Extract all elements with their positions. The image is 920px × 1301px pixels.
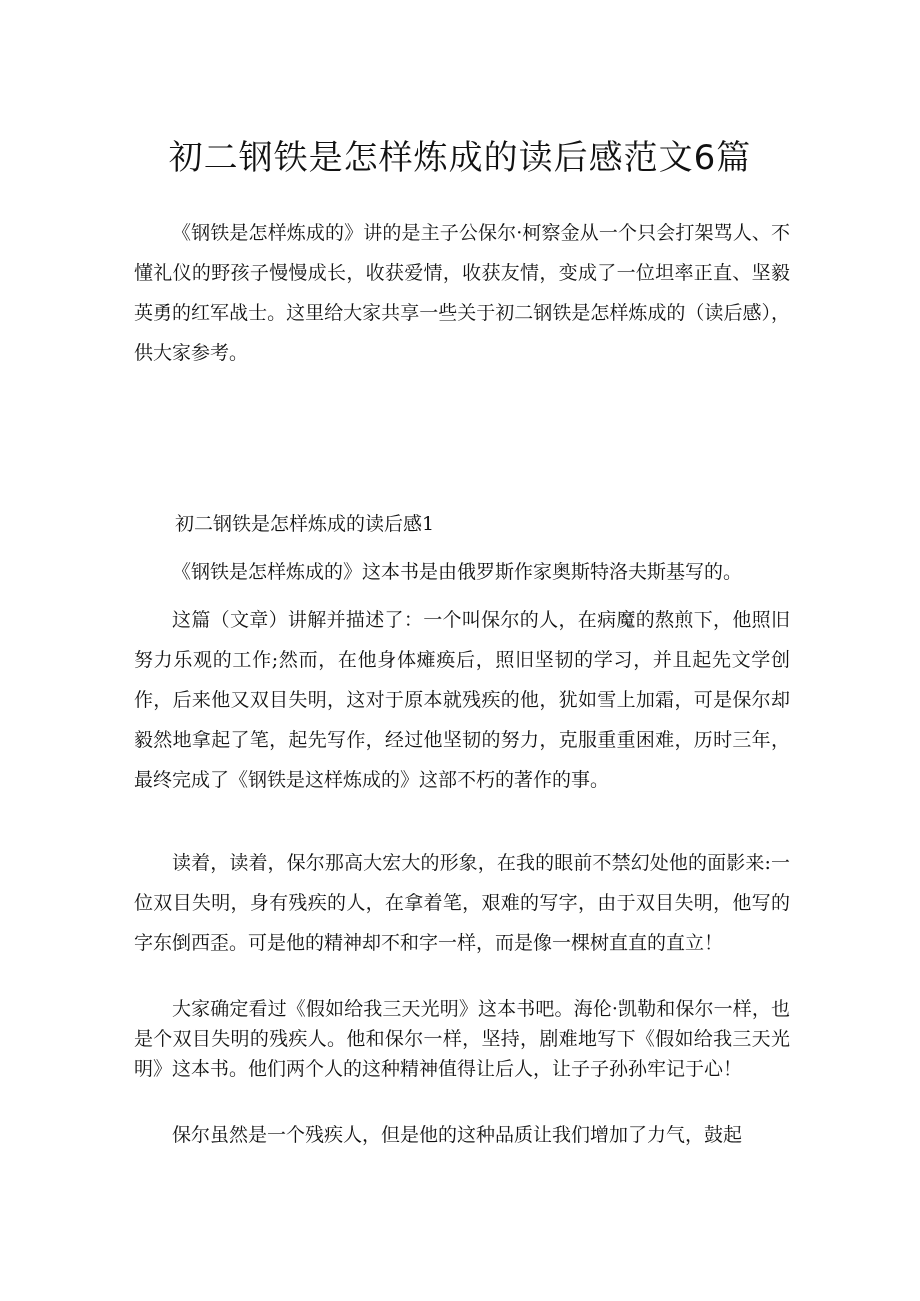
body-paragraph-4: 大家确定看过《假如给我三天光明》这本书吧。海伦·凯勒和保尔一样，也是个双目失明的残疾人。他和保尔一样，坚持，剧难地写下《假如给我三天光明》这本书。他们两个人的这种精神值得让后人，让子子孙孙牢记于心！ [134, 998, 790, 1080]
intro-paragraph: 《钢铁是怎样炼成的》讲的是主子公保尔·柯察金从一个只会打架骂人、不懂礼仪的野孩子慢慢成长，收获爱情，收获友情，变成了一位坦率正直、坚毅英勇的红军战士。这里给大家共享一些关于初二钢铁是怎样炼成的（读后感），供大家参考。 [134, 222, 790, 364]
document-title: 初二钢铁是怎样炼成的读后感范文6篇 [168, 138, 752, 178]
body-paragraph-2: 这篇（文章）讲解并描述了：一个叫保尔的人，在病魔的熬煎下，他照旧努力乐观的工作;然而，在他身体瘫痪后，照旧坚韧的学习，并且起先文学创作，后来他又双目失明，这对于原本就残疾的他，犹如雪上加霜，可是保尔却毅然地拿起了笔，起先写作，经过他坚韧的努力，克服重重困难，历时三年，最终完成了《钢铁是这样炼成的》这部不朽的著作的事。 [134, 609, 790, 791]
section-heading: 初二钢铁是怎样炼成的读后感1 [175, 513, 435, 535]
body-paragraph-1: 《钢铁是怎样炼成的》这本书是由俄罗斯作家奥斯特洛夫斯基写的。 [172, 561, 743, 583]
body-paragraph-3: 读着，读着，保尔那高大宏大的形象，在我的眼前不禁幻处他的面影来:一位双目失明，身有残疾的人，在拿着笔，艰难的写字，由于双目失明，他写的字东倒西歪。可是他的精神却不和字一样，而是像一棵树直直的直立！ [134, 852, 790, 954]
body-paragraph-5: 保尔虽然是一个残疾人，但是他的这种品质让我们增加了力气，鼓起 [172, 1124, 743, 1146]
